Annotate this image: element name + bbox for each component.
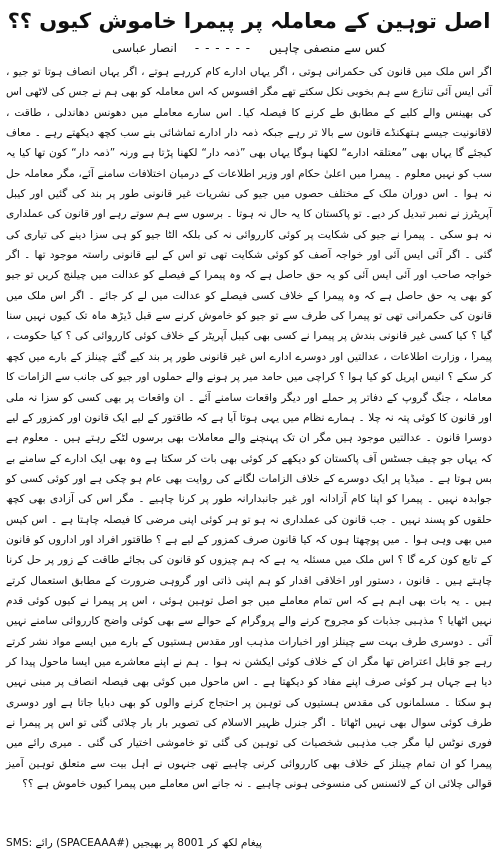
byline bbox=[6, 38, 492, 58]
article-body: اگر اس ملک میں قانون کی حکمرانی ہوتی ، اگر یہاں ادارے کام کررہے ہوتے ، اگر یہاں انصاف ہوتا تو جیو ، آئی ایس آئی تنازع سے ہم بخوبی نکل سکتے تھے مگر افسوس کہ اس معاملہ کو بھی ہم نے جس کی لاٹھی اس کی بھینس والے کلیے کے مطابق طے کرنے کا فیصلہ کیا۔ اس سارے معاملے میں دھونس دھاندلی ، طاقت ، لاقانونیت جیسے ہتھکنڈے قانون سے بالا تر رہے جبکہ ذمہ دار ادارے تماشائی بنے سب کچھ دیکھتے رہے ۔ معاف کیجئے گا یہاں بھی ”معتلقہ ادارے“ لکھنا ہوگا یہاں بھی ”ذمہ دار“ لکھنا پڑتا ہے ورنہ ”ذمہ دار“ کون تھا کیا یہ سب کو نہیں معلوم ۔ پیمرا میں اعلیٰ حکام اور وزیر اطلاعات کے درمیان اختلافات سامنے آئے، مگر معاملہ حل نہ ہوا ۔ اس دوران ملک کے مختلف حصوں میں جیو کی نشریات غیر قانونی طور پر بند کی گئیں اور کیبل آپریٹرز نے نمبر تبدیل کر دیے۔ تو پاکستان کا یہ حال نہ ہوتا ۔ برسوں سے ہم سوتے رہے اور قانون کی عملداری نہ ہو سکی ۔ پیمرا نے جیو کی شکایت پر کوئی کارروائی نہ کی بلکہ الٹا جیو کو ہی سزا دینے کی تیاری کی گئی ۔ اگر آئی ایس آئی اور خواجہ آصف کو کوئی شکایت تھی تو اس کے لیے قانونی راستہ موجود تھا ۔ اگر خواجہ صاحب اور آئی ایس آئی کو یہ حق حاصل ہے کہ وہ پیمرا کے فیصلے کو عدالت میں چیلنج کریں تو جیو کو بھی یہ حق حاصل ہے کہ وہ پیمرا کے خلاف کسی فیصلے کو عدالت میں لے کر جائے ۔ اگر اس ملک میں قانون کی حکمرانی تھی تو پیمرا کی طرف سے تو جیو کو خاموش کرنے سے قبل ڈیڑھ ماہ تک کیوں نہیں سنا گیا ؟ کیا کسی غیر قانونی بندش پر پیمرا نے کسی بھی کیبل آپریٹر کے خلاف کوئی کارروائی کی ؟ کیا حکومت ، پیمرا ، وزارت اطلاعات ، عدالتیں اور دوسرے ادارے اس غیر قانونی طور پر بند کیے گئے چینلز کے بارے میں کچھ کر سکے ؟ انیس اپریل کو کیا ہوا ؟ کراچی میں حامد میر پر ہونے والے حملوں اور جیو کی جانب سے الزامات کا معاملہ ، جنگ گروپ کے دفاتر پر حملے اور دیگر واقعات سامنے آئے ۔ ان واقعات پر بھی کسی کو سزا نہ ملی اور قانون کا کوئی پتہ نہ چلا ۔ ہمارے نظام میں یہی ہوتا آیا ہے کہ طاقتور کے لیے ایک قانون اور کمزور کے لیے دوسرا قانون ۔ عدالتیں موجود ہیں مگر ان تک پہنچنے والے معاملات بھی برسوں لٹکے رہتے ہیں ۔ معلوم ہے کہ یہاں جو چیف جسٹس آف پاکستان کو دیکھے کر کوئی بھی بات کر سکتا ہے وہ بھی ایک ادارے کے سامنے بے بس ہوتا ہے ۔ میڈیا پر ایک دوسرے کے خلاف الزامات لگانے کی روایت بھی عام ہو چکی ہے اور کوئی کسی کو جوابدہ نہیں ۔ پیمرا کو اپنا کام آزادانہ اور غیر جانبدارانہ طور پر کرنا چاہیے ۔ مگر اس کی آزادی بھی کچھ حلقوں کو پسند نہیں ۔ جب قانون کی عملداری نہ ہو تو ہر کوئی اپنی مرضی کا فیصلہ چاہتا ہے ۔ اس کیس میں بھی وہی ہوا ۔ میں پوچھتا ہوں کہ کیا قانون صرف کمزور کے لیے ہے ؟ طاقتور افراد اور اداروں کو قانون کے تابع کون کرے گا ؟ اس ملک میں مسئلہ یہ ہے کہ ہم چیزوں کو قانون کی بجائے طاقت کے زور پر حل کرنا چاہتے ہیں ۔ قانون ، دستور اور اخلاقی اقدار کو ہم اپنی ذاتی اور گروہی ضرورت کے مطابق استعمال کرتے ہیں ۔ یہ بات بھی اہم ہے کہ اس تمام معاملے میں جو اصل توہین ہوئی ، اس پر پیمرا نے کیوں کوئی قدم نہیں اٹھایا ؟ مذہبی جذبات کو مجروح کرنے والے پروگرام کے حوالے سے بھی کوئی واضح کارروائی سامنے نہیں آئی ۔ دوسری طرف بہت سے چینلز اور اخبارات مذہب اور مقدس ہستیوں کے بارے میں ایسے مواد نشر کرتے رہے جو قابل اعتراض تھا مگر ان کے خلاف کوئی ایکشن نہ ہوا ۔ ہم نے اپنے معاشرے میں ایسا ماحول پیدا کر دیا ہے جہاں ہر کوئی صرف اپنے مفاد کو دیکھتا ہے ۔ اس ماحول میں کوئی بھی فیصلہ انصاف پر مبنی نہیں ہو سکتا ۔ مسلمانوں کی مقدس ہستیوں کی توہین پر احتجاج کرنے والوں کو بھی دبایا جاتا ہے اور دوسری طرف کوئی سوال بھی نہیں اٹھاتا ۔ اگر جنرل ظہیر الاسلام کی تصویر بار بار چلائی گئی تو اس پر پیمرا نے فوری نوٹس لیا مگر جب مذہبی شخصیات کی توہین کی گئی تو خاموشی اختیار کی گئی ۔ میری رائے میں پیمرا کو ان تمام چینلز کے خلاف بھی کارروائی کرنی چاہیے تھی جنہوں نے اہل بیت سے متعلق توہین آمیز قوالی چلائی ان کے لائسنس کی منسوخی ہونی چاہیے ۔ نہ جانے اس معاملے میں پیمرا کیوں خاموش ہے ؟؟ bbox=[6, 66, 492, 791]
byline-phrase: کس سے منصفی چاہیں bbox=[268, 41, 386, 55]
article-headline: اصل توہین کے معاملہ پر پیمرا خاموش کیوں ؟؟ bbox=[7, 9, 491, 33]
author-name: انصار عباسی bbox=[112, 41, 177, 55]
byline-separator: - - - - - - bbox=[194, 41, 251, 55]
article-column bbox=[6, 4, 492, 853]
sms-footer: SMS: رائے (SPACEAAA#) پیغام لکھ کر 8001 پر بھیجیں bbox=[6, 837, 262, 849]
